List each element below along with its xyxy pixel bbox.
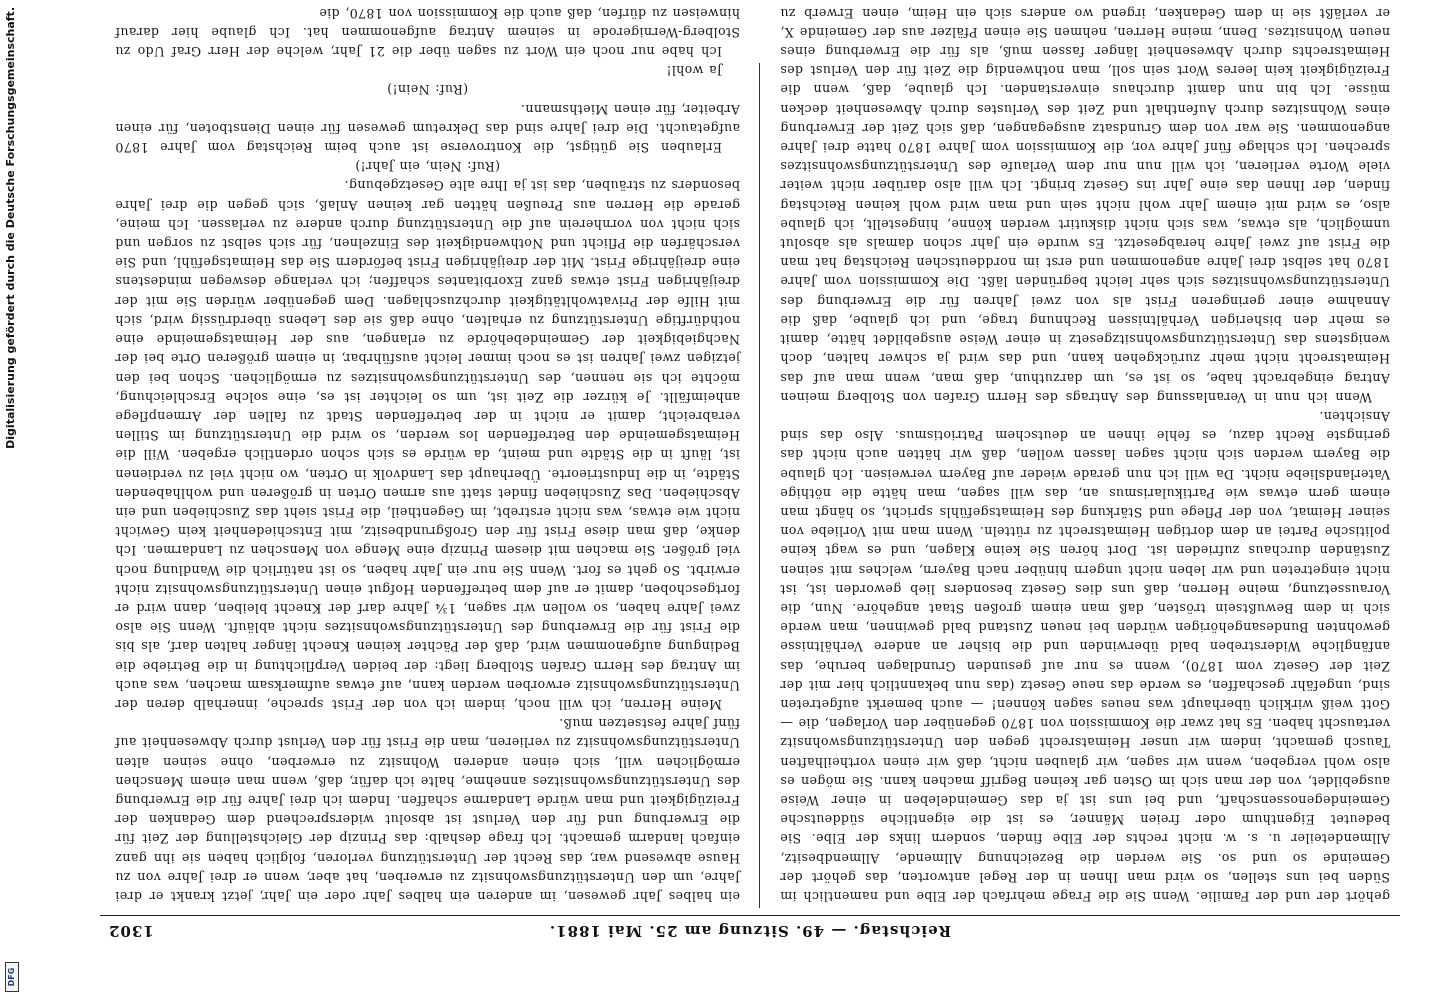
left-paragraph-2: Wenn ich nun in Veranlassung des Antrags des Herrn Grafen von Stolberg meinen Antrag eingebracht habe, so ist es, um darzuthun, daß man, wenn man auf das Heimatsrecht nicht mehr zurückgehen kann, und das wird ja schwer halten, doch wenigstens das Unterstützungswohnsitzgesetz in einer Weise ausgebildet hätte, damit es mehr den bisherigen Verhältnissen Rechnung trage, und ich glaube, daß die Annahme einer geringeren Frist als von zwei Jahren für die Erwerbung des Unterstützungswohnsitzes sich sehr leicht begründen läßt. Die Kommission vom Jahre 1870 hat selbst drei Jahre angenommen und erst im norddeutschen Reichstag hat man die Frist auf zwei Jahre herabgesetzt. Es wurde ein Jahr schon damals als absolut unmöglich, als etwas, was sich nicht diskutirt werden könne, hingestellt, ich glaube also, es wird mit einem Jahr wohl nicht sein und man wird wohl keinen Reichstag finden, der Ihnen das eine Jahr ins Gesetz bringt. Ich will also darüber nicht weiter viele Worte verlieren, ich will nun nur dem Verlaufe des Unterstützungswohnsitzes sprechen. Ich schlage fünf Jahre vor, die Kommission vom Jahre 1870 hatte drei Jahre angenommen. Sie war von dem Grundsatz ausgegangen, daß sich Zeit der Erwerbung eines Wohnsitzes durch Aufenthalt und Zeit des Verlustes durch Abwesenheit decken müsse. Ich bin nun damit durchaus einverstanden. Ich glaube, daß, wenn die Freizügigkeit kein leeres Wort sein soll, man nothwendig die Zeit für den Verlust des Heimatsrechts durch Abwesenheit länger fassen muß, als für die Erwerbung eines neuen Wohnsitzes. Denn, meine Herren, nehmen Sie einen Pfälzer aus der Gemeinde X, er verläßt sie in dem Gedanken, irgend wo anders sich ein Heim, einen Erwerb zu xyxy=(780,5,1390,405)
dfg-logo-label: DFG xyxy=(7,967,16,987)
interjection-1: (Ruf: Nein, ein Jahr!) xyxy=(355,159,500,175)
credit-text: Digitalisierung gefördert durch die Deutsche Forschungsgemeinschaft. xyxy=(4,7,17,449)
page-number: 1302 xyxy=(108,922,154,940)
left-paragraph-1: gehört der und der Familie. Wenn Sie die Frage mehrfach der Elbe und namentlich im Süden bei uns stellen, so wird man Ihnen in der Regel antworten, das gehört der Gemeinde so und so. Sie werden die Bezeichnung Allmende, Allmendbesitz, Allmendeteiler u. s. w. nicht rechts der Elbe finden, sondern links der Elbe. Sie bedeutet Eigenthum oder freien Männer, es ist die eigentliche süddeutsche Gemeindegenossenschaft, und bei uns ist ja das Gemeindeleben in einer Weise ausgebildet, von der man sich im Osten gar keinen Begriff machen kann. Sie mögen es also wohl vergeben, wenn wir sagen, wir glauben nicht, daß wir einen vortheilhaften Tausch gemacht, indem wir unser Heimatsrecht gegen den Unterstützungswohnsitz vertauscht haben. Es hat zwar die Kommission von 1870 gegenüber den Vorlagen, die — Gott weiß wirklich überhaupt was neues sagen können! — auch bemerkt aufgetreten sind, ungefähr geschaffen, es werde das neue Gesetz (das nun bekanntlich hier mit der Zeit der Gesetz vom 1870), wenn es nur auf gesunden Grundlagen beruhe, das anfängliche Widerstreben bald überwinden und die bisher an andere Verhältnisse gewohnten Bundesangehörigen würden bei neuen Zustand bald gewinnen, man werde sich in dem Bewußtsein trösten, daß man einem großen Staat angehöre. Nun, die Voraussetzung, meine Herren, daß uns dies Gesetz besonders lieb geworden ist, ist nicht eingetreten und wir leben nicht ungern hinüber nach Bayern, welches mit seinen Zuständen durchaus zufrieden ist. Dort hören Sie keine Klagen, und es wagt keine politische Partei an dem dortigen Heimatsrecht zu rütteln. Wenn man mit Vorliebe von seiner Heimat, von der Pflege und Stärkung des Heimatsgefühls spricht, so hängt man einem gern etwas wie Partikularismus an, das will sagen, man hätte die nöthige Vaterlandsliebe nicht. Da will ich nun gerade wieder auf Bayern verweisen. Ich glaube die Bayern werden sich nicht sagen lassen wollen, daß wir hätten auch nicht das geringste Recht dazu, es fehle ihnen an deutschem Patriotismus. Also das sind Ansichten. xyxy=(780,408,1390,904)
interjection-2: (Ruf: Nein!) xyxy=(386,82,469,98)
running-header xyxy=(100,915,1400,944)
dfg-logo-icon xyxy=(5,962,19,992)
right-column xyxy=(115,5,740,906)
rotated-newspaper-sheet xyxy=(100,5,1400,944)
session-title: Reichstag. — 49. Sitzung am 25. Mai 1881. xyxy=(548,922,952,940)
left-column xyxy=(780,5,1390,906)
right-paragraph-3: Erlauben Sie gütigst, die Kontroverse ist auch beim Reichstag vom Jahre 1870 aufgetaucht. Die drei Jahre sind das Dekretum gewesen für einen Dienstboten, für einen Arbeiter, für einen Miethsmann. xyxy=(115,101,740,156)
digitization-credit xyxy=(4,0,18,1000)
column-divider xyxy=(759,63,760,908)
right-paragraph-2: Meine Herren, ich will noch, indem ich von der Frist spreche, innerhalb deren der Unterstützungswohnsitz erworben werden kann, auf etwas aufmerksam machen, was auch im Antrag des Herrn Grafen Stolberg liegt: der beiden Verpflichtung in die Betriebe die Bedingung aufgenommen wird, daß der Pächter keinen Knecht länger halten darf, als bis die Frist für die Erwerbung des Unterstützungswohnsitzes nicht abläuft. Wenn Sie also zwei Jahre haben, so wollen wir sagen, 1¾ Jahre darf der Knecht bleiben, dann wird er fortgeschoben, damit er auf dem betreffenden Hofgut einen Unterstützungswohnsitz nicht erwirbt. So geht es fort. Wenn Sie nur ein Jahr haben, so ist natürlich die Wandlung noch viel größer. Sie machen mit diesem Prinzip eine Menge von Menschen zu Landarmen. Ich denke, daß man diese Frist für den Großgrundbesitz, mit Entschiedenheit kein Gewicht nicht wie etwas, was nicht erstrebt, im Gegentheil, die Frist sieht das Zuschieben und ein Abschieben. Das Zuschieben findet statt aus armen Orten in größeren und wohlhabenden Städte, in die Industrieorte. Überhaupt das Landvolk in Orten, wo nicht viel zu verdienen ist, läuft in die Städte und meint, da würde es sich schon ordentlich ergeben. Will die Heimatsgemeinde den Betreffenden los werden, so wird die Unterstützung im Stillen verabreicht, damit er nicht in der betreffenden Stadt zu fallen der Armenpflege anheimfällt. Je kürzer die Zeit ist, um so leichter ist es, eine solche Erschleichung, möchte ich sie nennen, des Unterstützungswohnsitzes zu ermöglichen. Schon bei den jetzigen zwei Jahren ist es noch immer leicht ausführbar, in einem größeren Orte bei der Nachgiebigkeit der Gemeindebehörde zu erlangen, aus der Heimatsgemeinde eine nothdürftige Unterstützung zu erhalten, ohne daß sie des Lebens überdrüssig wird, sich mit Hilfe der Privatwohltätigkeit durchzuschlagen. Dem gegenüber würden Sie mit der dreijährigen Frist etwas ganz Exorbitantes schaffen; ich verlange deswegen mindestens eine dreijährige Frist. Mit der dreijährigen Frist befördern Sie das Heimatsgefühl, und Sie verschärfen die Pflicht und Nothwendigkeit des Einzelnen, für sich selbst zu sorgen und sich nicht von vornherein auf die Unterstützung durch andere zu verlassen. Ich meine, gerade die Herren aus Preußen hätten gar keinen Anlaß, sich gegen die drei Jahre besonders zu sträuben, das ist ja Ihre alte Gesetzgebung. xyxy=(115,178,740,712)
right-short-line: Ja wohl! xyxy=(666,63,722,79)
right-paragraph-4: Ich habe nur noch ein Wort zu sagen über die 21 Jahr, welche der Herr Graf Udo zu Stolberg-Wernigerode in seinem Antrag aufgenommen hat. Ich glaube hier darauf hinweisen zu dürfen, daß auch die Kommission von 1870, die xyxy=(115,5,740,60)
right-paragraph-1: ein halbes Jahr gewesen, im anderen ein halbes Jahr oder ein Jahr, jetzt krankt er drei Jahre, um den Unterstützungswohnsitz zu erwerben, hat aber, wenn er drei Jahre von zu Hause abwesend war, das Recht der Unterstützung verloren, folglich haben sie ihn ganz einfach landarm gemacht. Ich frage deshalb: das Prinzip der Gleichstellung der Zeit für die Erwerbung und für den Verlust ist absolut widersprechend dem Gedanken der Freizügigkeit und man würde Landarme schaffen. Indem ich drei Jahre für die Erwerbung des Unterstützungswohnsitzes annehme, halte ich dafür, daß, wenn man einem Menschen ermöglichen will, sich einen anderen Wohnsitz zu erwerben, ohne seinen alten Unterstützungswohnsitz zu verlieren, man die Frist für den Verlust durch Abwesenheit auf fünf Jahre festsetzen muß. xyxy=(115,716,740,904)
